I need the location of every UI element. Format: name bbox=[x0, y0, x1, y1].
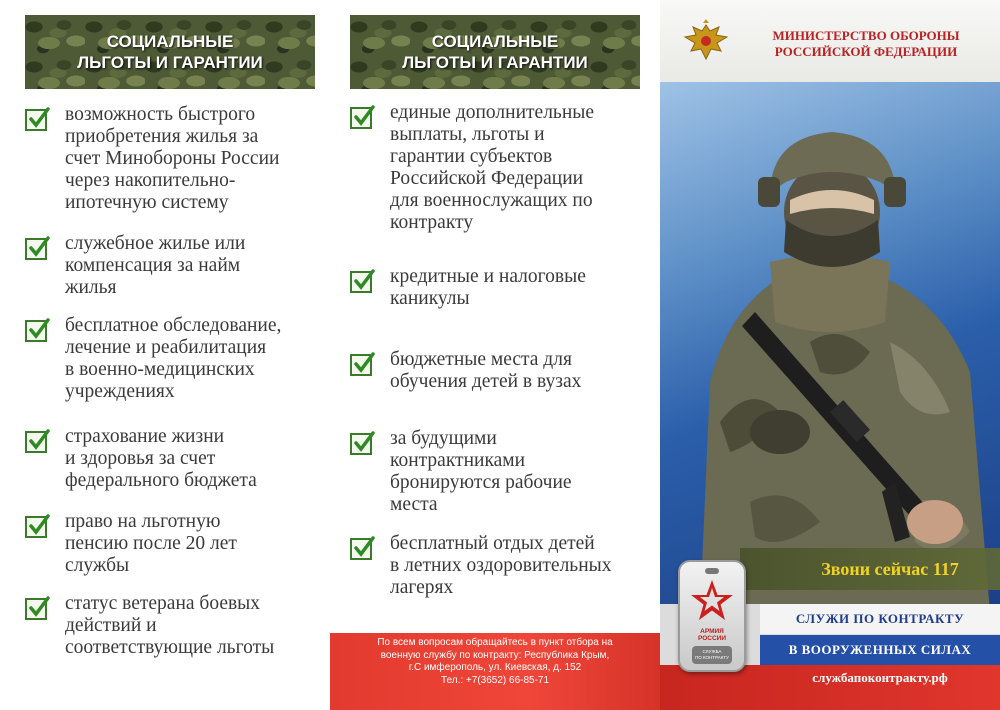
soldier-illustration bbox=[660, 82, 1000, 612]
checkbox-icon bbox=[350, 354, 372, 376]
benefit-item bbox=[350, 266, 650, 310]
benefit-item bbox=[350, 349, 650, 393]
benefit-text: бюджетные места для обучения детей в вузах bbox=[390, 349, 582, 392]
benefit-item bbox=[25, 315, 325, 403]
double-headed-eagle-icon bbox=[683, 19, 729, 65]
badge-hole bbox=[705, 568, 719, 574]
slogan-contract: СЛУЖИ ПО КОНТРАКТУ bbox=[795, 611, 965, 626]
ministry-header bbox=[660, 0, 1000, 82]
checkbox-icon bbox=[25, 598, 47, 620]
checkbox-icon bbox=[25, 516, 47, 538]
checkbox-icon bbox=[350, 107, 372, 129]
ministry-title: МИНИСТЕРСТВО ОБОРОНЫ РОССИЙСКОЙ ФЕДЕРАЦИИ bbox=[772, 28, 960, 59]
benefit-text: бесплатный отдых детей в летних оздоровительных лагерях bbox=[390, 533, 612, 598]
benefit-item bbox=[350, 102, 650, 234]
benefit-text: право на льготную пенсию после 20 лет службы bbox=[65, 511, 237, 576]
benefit-text: кредитные и налоговые каникулы bbox=[390, 266, 586, 309]
benefit-text: статус ветерана боевых действий и соответствующие льготы bbox=[65, 593, 275, 658]
benefit-text: бесплатное обследование, лечение и реабилитация в военно-медицинских учреждениях bbox=[65, 315, 282, 402]
benefit-item bbox=[350, 428, 650, 516]
checkbox-icon bbox=[25, 238, 47, 260]
contact-phone: Тел.: +7(3652) 66-85-71 bbox=[440, 674, 550, 686]
left-panel bbox=[0, 0, 330, 710]
call-banner bbox=[740, 548, 1000, 590]
middle-header-text: СОЦИАЛЬНЫЕ ЛЬГОТЫ И ГАРАНТИИ bbox=[402, 32, 588, 72]
benefit-text: единые дополнительные выплаты, льготы и гарантии субъектов Российской Федерации для военнослужащих по контракту bbox=[390, 102, 595, 233]
benefit-item bbox=[25, 511, 325, 577]
checkbox-icon bbox=[25, 109, 47, 131]
left-header-text: СОЦИАЛЬНЫЕ ЛЬГОТЫ И ГАРАНТИИ bbox=[77, 32, 263, 72]
checkbox-icon bbox=[350, 433, 372, 455]
checkbox-icon bbox=[350, 271, 372, 293]
badge-subtitle: СЛУЖБА ПО КОНТРАКТУ bbox=[692, 646, 732, 664]
contact-line: военную службу по контракту: Республика Крым, bbox=[380, 649, 610, 661]
benefit-text: служебное жилье или компенсация за найм жилья bbox=[65, 233, 246, 298]
benefit-text: возможность быстрого приобретения жилья за счет Минобороны России через накопительно- ипотечную систему bbox=[65, 104, 280, 213]
badge-title: АРМИЯ РОССИИ bbox=[697, 628, 727, 642]
benefit-item bbox=[25, 593, 325, 659]
contact-info-bar bbox=[330, 633, 660, 710]
benefit-item bbox=[25, 426, 325, 492]
benefit-item bbox=[25, 233, 325, 299]
middle-panel bbox=[330, 0, 660, 710]
red-star-icon bbox=[689, 578, 735, 624]
slogan-band-blue bbox=[760, 635, 1000, 665]
benefit-text: страхование жизни и здоровья за счет федерального бюджета bbox=[65, 426, 257, 491]
middle-section-header bbox=[350, 15, 640, 89]
contact-address: г.С имферополь, ул. Киевская, д. 152 bbox=[408, 662, 582, 673]
call-text: Звони сейчас 117 bbox=[821, 558, 959, 579]
benefit-item bbox=[350, 533, 650, 599]
slogan-armed-forces: В ВООРУЖЕННЫХ СИЛАХ bbox=[788, 642, 972, 657]
checkbox-icon bbox=[25, 320, 47, 342]
right-panel bbox=[660, 0, 1000, 710]
website-link[interactable]: службапоконтракту.рф bbox=[812, 670, 948, 685]
left-section-header bbox=[25, 15, 315, 89]
checkbox-icon bbox=[25, 431, 47, 453]
benefit-text: за будущими контрактниками бронируются рабочие места bbox=[390, 428, 572, 515]
soldier-photo bbox=[660, 82, 1000, 612]
checkbox-icon bbox=[350, 538, 372, 560]
benefit-item bbox=[25, 104, 325, 214]
army-badge bbox=[678, 560, 746, 672]
slogan-band-white bbox=[760, 604, 1000, 634]
contact-line: По всем вопросам обращайтесь в пункт отбора на bbox=[377, 637, 613, 648]
